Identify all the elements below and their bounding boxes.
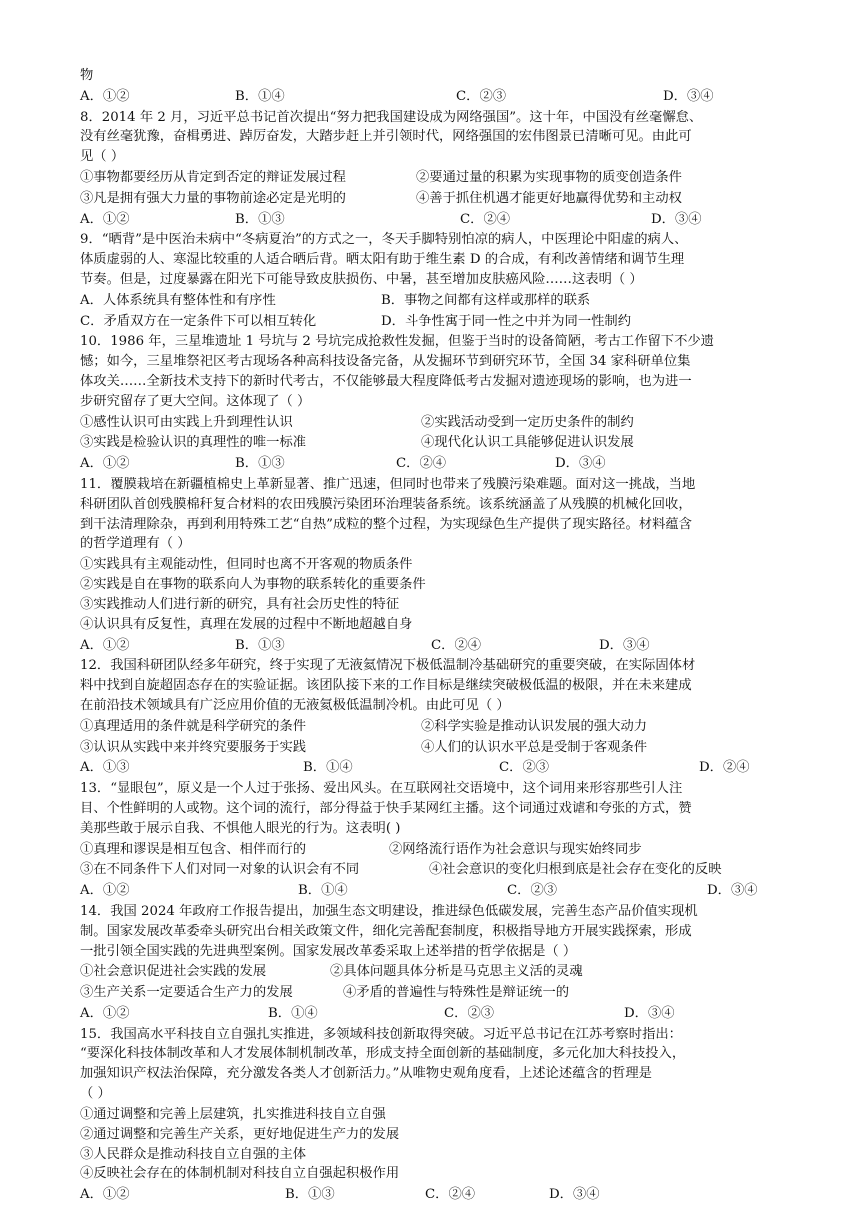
question-stem-line: 见（ ） — [80, 149, 125, 165]
option-c: C．②④ — [460, 211, 511, 227]
statement-4: ④反映社会存在的体制机制对科技自立自强起积极作用 — [80, 1166, 400, 1182]
option-c: C．②③ — [444, 1005, 495, 1021]
question-stem-line: 体攻关……全新技术支持下的新时代考古，不仅能够最大程度降低考古发掘对遗迹现场的影响，也为进一 — [80, 374, 692, 389]
option-d: D．③④ — [707, 883, 758, 899]
statement-1: ①感性认识可由实践上升到理性认识 — [80, 414, 293, 430]
statement-1: ①事物都要经历从肯定到否定的辩证发展过程 — [80, 170, 346, 185]
question-stem-line: 10．1986 年，三星堆遗址 1 号坑与 2 号坑完成抢救性发掘，但鉴于当时的设备简陋，考古工作留下不少遗 — [80, 334, 714, 350]
option-c: C．矛盾双方在一定条件下可以相互转化 — [80, 313, 317, 329]
statement-2: ②通过调整和完善生产关系，更好地促进生产力的发展 — [80, 1126, 400, 1142]
statement-3: ③实践是检验认识的真理性的唯一标准 — [80, 435, 307, 451]
option-c: C．②③ — [507, 883, 558, 899]
question-stem-line: 11．覆膜栽培在新疆植棉史上革新显著、推广迅速，但同时也带来了残膜污染难题。面对这一挑战，当地 — [80, 476, 696, 492]
statement-3: ③生产关系一定要适合生产力的发展 — [80, 985, 293, 1001]
option-a: A．①② — [80, 1187, 130, 1203]
question-stem-line: “要深化科技体制改革和人才发展体制机制改革，形成支持全面创新的基础制度，多元化加大科技投入， — [80, 1046, 686, 1062]
question-stem-line: 8．2014 年 2 月，习近平总书记首次提出“努力把我国建设成为网络强国”。这十年，中国没有丝毫懈怠、 — [80, 109, 703, 125]
statement-4: ④人们的认识水平总是受制于客观条件 — [421, 739, 648, 755]
statement-2: ②要通过量的积累为实现事物的质变创造条件 — [416, 170, 682, 185]
option-b: B．事物之间都有这样或那样的联系 — [381, 292, 591, 308]
question-stem-line: 制。国家发展改革委牵头研究出台相关政策文件，细化完善配套制度，积极指导地方开展实践探索，形成 — [80, 923, 692, 939]
statement-1: ①实践具有主观能动性，但同时也离不开客观的物质条件 — [80, 557, 413, 573]
statement-3: ③人民群众是推动科技自立自强的主体 — [80, 1146, 307, 1162]
statement-2: ②实践活动受到一定历史条件的制约 — [421, 414, 634, 430]
question-stem-line: 美那些敢于展示自我、不惧他人眼光的行为。这表明( ) — [80, 820, 401, 836]
option-d: D．③④ — [651, 211, 702, 227]
option-b: B．①③ — [235, 456, 285, 472]
statement-4: ④现代化认识工具能够促进认识发展 — [421, 435, 634, 451]
prev-option-d: D．③④ — [663, 88, 714, 104]
option-d: D．③④ — [549, 1187, 600, 1203]
option-c: C．②③ — [499, 760, 550, 776]
option-b: B．①④ — [268, 1005, 318, 1021]
option-a: A．①② — [80, 637, 130, 653]
statement-1: ①真理和谬误是相互包含、相伴而行的 — [80, 841, 307, 857]
option-c: C．②④ — [431, 637, 482, 653]
option-c: C．②④ — [425, 1187, 476, 1203]
option-d: D．③④ — [599, 637, 650, 653]
statement-4: ④社会意识的变化归根到底是社会存在变化的反映 — [429, 862, 722, 878]
statement-4: ④善于抓住机遇才能更好地赢得优势和主动权 — [416, 190, 682, 206]
option-a: A．①② — [80, 1005, 130, 1021]
statement-3: ③凡是拥有强大力量的事物前途必定是光明的 — [80, 190, 346, 206]
question-stem-line: 没有丝毫犹豫，奋楫勇进、踔厉奋发，大踏步赶上并引领时代，网络强国的宏伟图景已清晰可见。由此可 — [80, 129, 692, 145]
question-stem-line: 目、个性鲜明的人或物。这个词的流行，部分得益于快手某网红主播。这个词通过戏谑和夸张的方式，赞 — [80, 800, 692, 816]
question-stem-line: 憾；如今，三星堆祭祀区考古现场各种高科技设备完备，从发掘环节到研究环节，全国 34 家科研单位集 — [80, 354, 691, 370]
question-stem-line: 体质虚弱的人、寒湿比较重的人适合晒后背。晒太阳有助于维生素 D 的合成，有利改善情绪和调节生理 — [80, 252, 685, 268]
question-stem-line: 节奏。但是，过度暴露在阳光下可能导致皮肤损伤、中暑，甚至增加皮肤癌风险……这表明（ ） — [80, 272, 643, 287]
statement-4: ④认识具有反复性，真理在发展的过程中不断地超越自身 — [80, 616, 413, 632]
option-a: A．①② — [80, 883, 130, 899]
statement-3: ③在不同条件下人们对同一对象的认识会有不同 — [80, 862, 360, 878]
option-b: B．①④ — [303, 760, 353, 776]
option-a: A．①② — [80, 456, 130, 472]
question-stem-line: 在前沿技术领域具有广泛应用价值的无液氦极低温制冷机。由此可见（ ） — [80, 697, 510, 713]
question-stem-line: 14．我国 2024 年政府工作报告提出，加强生态文明建设，推进绿色低碳发展，完善生态产品价值实现机 — [80, 903, 698, 919]
statement-2: ②实践是自在事物的联系向人为事物的联系转化的重要条件 — [80, 577, 426, 593]
statement-3: ③实践推动人们进行新的研究，具有社会历史性的特征 — [80, 596, 400, 612]
option-d: D．③④ — [555, 456, 606, 472]
option-a: A．①③ — [80, 760, 130, 776]
question-stem-line: 12．我国科研团队经多年研究，终于实现了无液氦情况下极低温制冷基础研究的重要突破，在实际固体材 — [80, 658, 696, 674]
question-stem-line: 13．“显眼包”，原义是一个人过于张扬、爱出风头。在互联网社交语境中，这个词用来形容那些引人注 — [80, 781, 683, 797]
prev-option-c: C．②③ — [456, 88, 507, 104]
question-stem-line: 到干法清理除杂，再到利用特殊工艺“自热”成粒的整个过程，为实现绿色生产提供了现实路径。材料蕴含 — [80, 516, 692, 532]
statement-3: ③认识从实践中来并终究要服务于实践 — [80, 739, 307, 755]
question-stem-line: 15．我国高水平科技自立自强扎实推进，多领域科技创新取得突破。习近平总书记在江苏考察时指出： — [80, 1026, 682, 1042]
option-b: B．①④ — [298, 883, 348, 899]
question-stem-line: 的哲学道理有（ ） — [80, 536, 191, 552]
statement-4: ④矛盾的普遍性与特殊性是辩证统一的 — [343, 985, 570, 1001]
option-c: C．②④ — [396, 456, 447, 472]
option-d: D．②④ — [699, 760, 750, 776]
option-d: D．③④ — [624, 1005, 675, 1021]
option-a: A．①② — [80, 211, 130, 227]
question-stem-line: 料中找到自旋超固态存在的实验证据。该团队接下来的工作目标是继续突破极低温的极限，并在未来建成 — [80, 678, 692, 694]
option-b: B．①③ — [285, 1187, 335, 1203]
prev-option-b: B．①④ — [235, 88, 285, 104]
statement-1: ①社会意识促进社会实践的发展 — [80, 964, 267, 980]
statement-1: ①通过调整和完善上层建筑，扎实推进科技自立自强 — [80, 1106, 386, 1122]
option-a: A．人体系统具有整体性和有序性 — [80, 292, 276, 308]
question-stem-line: 步研究留存了更大空间。这体现了（ ） — [80, 393, 311, 409]
question-stem-line: 9．“晒背”是中医治未病中“冬病夏治”的方式之一，冬天手脚特别怕凉的病人，中医理论中阳虚的病人、 — [80, 232, 688, 248]
statement-2: ②具体问题具体分析是马克思主义活的灵魂 — [330, 964, 583, 980]
question-stem-line: 一批引领全国实践的先进典型案例。国家发展改革委采取上述举措的哲学依据是（ ） — [80, 943, 577, 959]
statement-1: ①真理适用的条件就是科学研究的条件 — [80, 718, 307, 734]
option-b: B．①③ — [235, 637, 285, 653]
question-stem-line: 加强知识产权法治保障，充分激发各类人才创新活力。”从唯物史观角度看，上述论述蕴含的哲理是 — [80, 1066, 652, 1082]
statement-2: ②网络流行语作为社会意识与现实始终同步 — [389, 841, 642, 857]
question-stem-line: 科研团队首创残膜棉秆复合材料的农田残膜污染团环治理装备系统。该系统涵盖了从残膜的机械化回收， — [80, 496, 692, 512]
statement-2: ②科学实验是推动认识发展的强大动力 — [421, 718, 648, 734]
question-stem-line: （ ） — [80, 1086, 111, 1102]
option-d: D．斗争性寓于同一性之中并为同一性制约 — [381, 313, 632, 329]
option-b: B．①③ — [235, 211, 285, 227]
prev-option-a: A．①② — [80, 88, 130, 104]
continued-text: 物 — [80, 68, 94, 83]
